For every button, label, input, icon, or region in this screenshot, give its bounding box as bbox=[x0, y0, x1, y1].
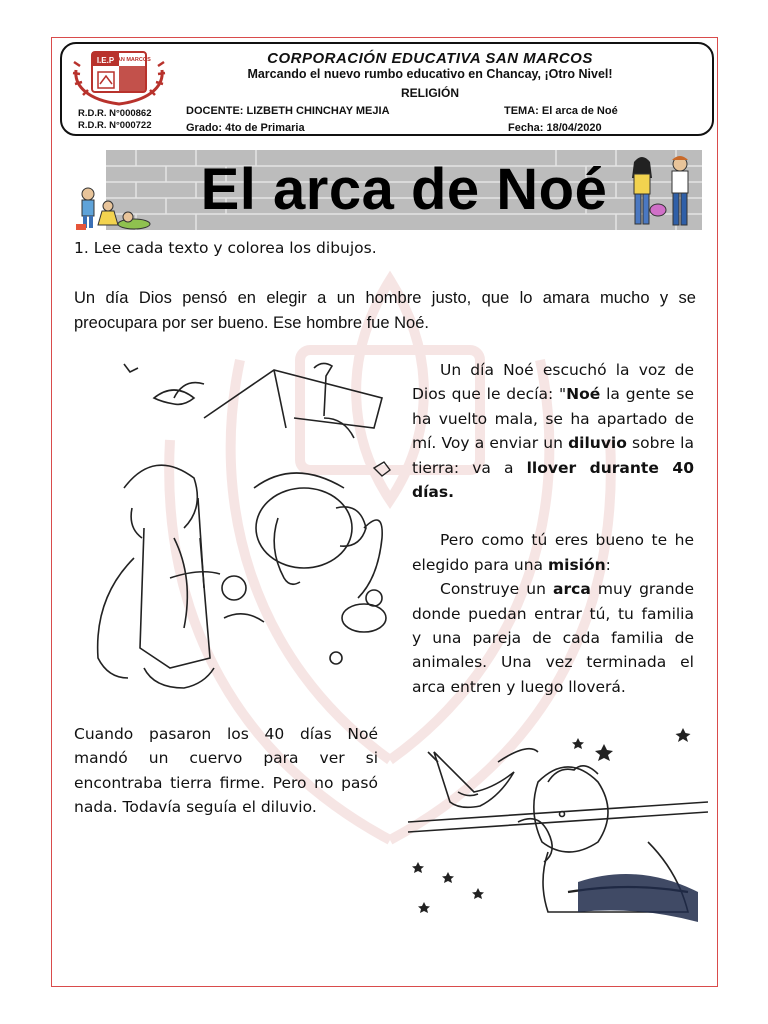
logo-text-san-marcos: SAN MARCOS bbox=[113, 57, 151, 63]
children-reading-illustration bbox=[72, 184, 154, 232]
arca-highlight: arca bbox=[553, 580, 591, 599]
topic-label: TEMA: El arca de Noé bbox=[504, 105, 618, 117]
rain-40-days-highlight: llover durante 40 días. bbox=[412, 458, 694, 502]
mission-paragraph: Pero como tú eres bueno te he elegido para una misión: bbox=[412, 531, 694, 574]
boy-releasing-dove-illustration bbox=[398, 722, 708, 984]
mision-highlight: misión bbox=[547, 555, 606, 574]
instruction-item-1: 1. Lee cada texto y colorea los dibujos. bbox=[74, 239, 377, 257]
build-ark-paragraph: Construye un arca muy grande donde puedan entrar tú, tu familia y una pareja de cada familia de animales. Una vez terminada el arca entren y luego lloverá. bbox=[412, 580, 694, 696]
worksheet-title: El arca de Noé bbox=[200, 157, 608, 222]
subject-title: RELIGIÓN bbox=[400, 86, 459, 100]
school-logo bbox=[70, 48, 168, 106]
date-label: Fecha: 18/04/2020 bbox=[508, 122, 602, 134]
rdr-number-1: R.D.R. N°000862 bbox=[78, 108, 152, 119]
gods-voice-paragraph: Un día Noé escuchó la voz de Dios que le decía: "Noé la gente se ha vuelto mala, se ha apartado de mí. Voy a enviar un diluvio sobre la tierra: va a llover durante 40 días. bbox=[412, 361, 694, 502]
grade-label: Grado: 4to de Primaria bbox=[186, 122, 305, 134]
diluvio-highlight: diluvio bbox=[568, 434, 627, 453]
noe-highlight: Noé bbox=[566, 385, 601, 404]
children-talking-illustration bbox=[612, 154, 706, 234]
institution-name: CORPORACIÓN EDUCATIVA SAN MARCOS bbox=[267, 50, 593, 67]
rdr-number-2: R.D.R. N°000722 bbox=[78, 120, 152, 131]
institution-motto: Marcando el nuevo rumbo educativo en Chancay, ¡Otro Nivel! bbox=[247, 67, 613, 81]
intro-paragraph: Un día Dios pensó en elegir a un hombre justo, que lo amara mucho y se preocupara por ser bueno. Ese hombre fue Noé. bbox=[74, 289, 696, 332]
logo-text-iep: I.E.P bbox=[96, 56, 115, 65]
gods-message-column bbox=[412, 358, 694, 699]
noah-with-animals-illustration bbox=[74, 358, 404, 708]
teacher-name: DOCENTE: LIZBETH CHINCHAY MEJIA bbox=[186, 105, 390, 117]
raven-paragraph: Cuando pasaron los 40 días Noé mandó un cuervo para ver si encontraba tierra firme. Pero no pasó nada. Todavía seguía el diluvio. bbox=[74, 725, 378, 817]
